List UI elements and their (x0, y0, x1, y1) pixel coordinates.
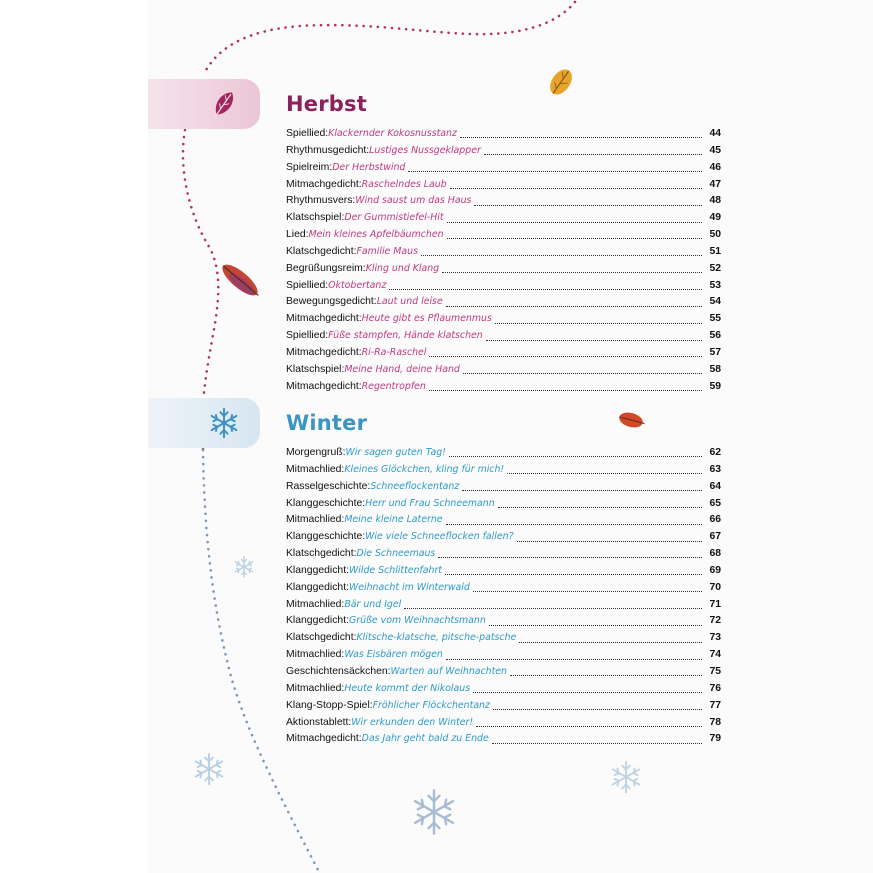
toc-entry-category: Rhythmusgedicht: (286, 144, 370, 156)
toc-entry-category: Mitmachgedicht: (286, 346, 362, 358)
toc-entry-category: Spielreim: (286, 161, 333, 173)
toc-dot-leader (446, 305, 702, 307)
winter-section-tab (148, 398, 260, 448)
toc-entry-page: 76 (709, 682, 721, 694)
toc-entry-category: Klanggedicht: (286, 615, 349, 627)
toc-entry-category: Spiellied: (286, 128, 329, 139)
toc-entry-category: Begrüßungsreim: (286, 262, 366, 274)
toc-dot-leader (447, 221, 702, 223)
toc-entry-title: Oktobertanz (328, 279, 387, 291)
toc-entry-category: Spiellied: (286, 330, 329, 342)
toc-entry-page: 75 (709, 665, 721, 677)
toc-entry[interactable] (286, 445, 721, 462)
toc-entry-page: 54 (709, 296, 721, 308)
toc-dot-leader (429, 355, 702, 357)
toc-entry-title: Laut und leise (376, 296, 443, 308)
toc-entry-page: 44 (709, 128, 721, 139)
toc-dot-leader (517, 540, 702, 542)
toc-entry-category: Mitmachlied: (286, 682, 345, 694)
toc-dot-leader (460, 136, 702, 138)
toc-dot-leader (404, 607, 702, 609)
toc-dot-leader (473, 691, 702, 693)
toc-entry-category: Mitmachlied: (286, 463, 345, 475)
toc-entry-page: 59 (709, 380, 721, 392)
toc-entry[interactable] (286, 715, 721, 732)
toc-entry-category: Mitmachlied: (286, 598, 345, 610)
toc-entry-page: 72 (709, 615, 721, 627)
toc-entry-title: Herr und Frau Schneemann (365, 497, 495, 509)
toc-entry[interactable] (286, 563, 721, 580)
toc-dot-leader (438, 556, 702, 558)
toc-entry-title: Wir erkunden den Winter! (351, 716, 474, 728)
toc-dot-leader (450, 187, 702, 189)
toc-entry-title: Der Herbstwind (332, 161, 406, 173)
toc-entry-title: Bär und Igel (344, 598, 402, 610)
toc-entry-category: Rhythmusvers: (286, 195, 356, 207)
toc-dot-leader (389, 288, 702, 290)
herbst-heading: Herbst (286, 92, 367, 116)
toc-entry[interactable] (286, 462, 721, 479)
toc-entry-category: Geschichtensäckchen: (286, 665, 391, 677)
toc-entry[interactable] (286, 126, 721, 143)
toc-entry-page: 47 (709, 178, 721, 190)
toc-entry-title: Meine kleine Laterne (344, 514, 443, 526)
toc-entry-title: Heute kommt der Nikolaus (344, 682, 471, 694)
toc-entry[interactable] (286, 580, 721, 597)
toc-dot-leader (474, 204, 702, 206)
toc-entry-category: Mitmachgedicht: (286, 178, 362, 190)
toc-dot-leader (473, 590, 702, 592)
toc-entry[interactable] (286, 193, 721, 210)
toc-entry[interactable] (286, 664, 721, 681)
toc-entry[interactable] (286, 160, 721, 177)
toc-entry-page: 55 (709, 313, 721, 325)
toc-entry-title: Wir sagen guten Tag! (345, 447, 446, 458)
toc-entry-title: Füße stampfen, Hände klatschen (328, 330, 483, 342)
toc-entry-category: Klatschspiel: (286, 363, 345, 375)
toc-entry-page: 77 (709, 699, 721, 711)
toc-dot-leader (408, 170, 702, 172)
toc-entry[interactable] (286, 479, 721, 496)
toc-entry-page: 57 (709, 346, 721, 358)
toc-entry[interactable] (286, 546, 721, 563)
toc-entry-page: 48 (709, 195, 721, 207)
toc-entry-title: Der Gummistiefel-Hit (344, 212, 444, 224)
toc-dot-leader (463, 372, 702, 374)
toc-entry-title: Wilde Schlittenfahrt (348, 564, 442, 576)
toc-entry-page: 70 (709, 581, 721, 593)
toc-entry-category: Mitmachgedicht: (286, 313, 362, 325)
toc-dot-leader (489, 624, 702, 626)
toc-entry-page: 62 (709, 447, 721, 458)
winter-toc-list (286, 445, 721, 748)
toc-dot-leader (462, 489, 702, 491)
toc-dot-leader (510, 674, 702, 676)
toc-entry-page: 58 (709, 363, 721, 375)
toc-dot-leader (449, 455, 702, 457)
toc-entry-category: Klanggeschichte: (286, 531, 366, 543)
toc-entry-category: Klang-Stopp-Spiel: (286, 699, 373, 711)
toc-entry[interactable] (286, 613, 721, 630)
toc-entry-title: Ri-Ra-Raschel (361, 346, 427, 358)
toc-entry-title: Was Eisbären mögen (344, 649, 443, 661)
toc-entry-page: 67 (709, 531, 721, 543)
toc-entry-page: 52 (709, 262, 721, 274)
toc-entry-category: Klanggedicht: (286, 564, 349, 576)
toc-dot-leader (442, 271, 702, 273)
toc-dot-leader (446, 658, 702, 660)
toc-dot-leader (421, 254, 702, 256)
toc-entry[interactable] (286, 698, 721, 715)
toc-entry-category: Klatschspiel: (286, 212, 345, 224)
toc-dot-leader (484, 153, 702, 155)
toc-entry-title: Lustiges Nussgeklapper (369, 144, 481, 156)
toc-entry-category: Lied: (286, 229, 309, 241)
toc-entry-title: Klackernder Kokosnusstanz (328, 128, 457, 139)
toc-entry-title: Klitsche-klatsche, pitsche-patsche (356, 632, 517, 644)
toc-entry-title: Familie Maus (356, 245, 418, 257)
toc-entry-title: Wind saust um das Haus (355, 195, 472, 207)
toc-entry-title: Fröhlicher Flöckchentanz (372, 699, 490, 711)
toc-entry-category: Mitmachgedicht: (286, 733, 362, 745)
toc-entry[interactable] (286, 328, 721, 345)
toc-entry-title: Regentropfen (361, 380, 426, 392)
toc-entry[interactable] (286, 597, 721, 614)
toc-entry[interactable] (286, 529, 721, 546)
toc-entry-title: Wie viele Schneeflocken fallen? (365, 531, 514, 543)
toc-entry-category: Mitmachgedicht: (286, 380, 362, 392)
toc-entry[interactable] (286, 311, 721, 328)
toc-entry[interactable] (286, 261, 721, 278)
toc-entry-page: 78 (709, 716, 721, 728)
toc-dot-leader (476, 725, 702, 727)
toc-dot-leader (492, 742, 702, 744)
toc-entry[interactable] (286, 362, 721, 379)
herbst-toc-list (286, 126, 721, 396)
toc-entry-page: 73 (709, 632, 721, 644)
winter-heading: Winter (286, 411, 368, 435)
toc-entry-title: Das Jahr geht bald zu Ende (361, 733, 489, 745)
toc-entry[interactable] (286, 294, 721, 311)
toc-dot-leader (507, 472, 702, 474)
toc-dot-leader (498, 506, 702, 508)
toc-dot-leader (495, 322, 702, 324)
toc-entry-category: Klatschgedicht: (286, 548, 357, 560)
toc-entry-title: Meine Hand, deine Hand (344, 363, 460, 375)
toc-entry[interactable] (286, 731, 721, 748)
toc-entry-category: Mitmachlied: (286, 514, 345, 526)
toc-entry-page: 45 (709, 144, 721, 156)
toc-entry-title: Weihnacht im Winterwald (348, 581, 470, 593)
toc-entry[interactable] (286, 278, 721, 295)
toc-entry-page: 53 (709, 279, 721, 291)
toc-entry-page: 74 (709, 649, 721, 661)
toc-dot-leader (447, 237, 702, 239)
toc-entry-page: 49 (709, 212, 721, 224)
toc-entry[interactable] (286, 512, 721, 529)
toc-entry-page: 50 (709, 229, 721, 241)
toc-entry[interactable] (286, 496, 721, 513)
herbst-section-tab (148, 79, 260, 129)
toc-dot-leader (429, 389, 702, 391)
toc-entry[interactable] (286, 244, 721, 261)
toc-entry-category: Rasselgeschichte: (286, 480, 371, 492)
toc-entry[interactable] (286, 379, 721, 396)
toc-entry-category: Morgengruß: (286, 447, 346, 458)
toc-entry-page: 63 (709, 463, 721, 475)
toc-entry-title: Die Schneemaus (356, 548, 436, 560)
toc-entry[interactable] (286, 647, 721, 664)
toc-entry-title: Mein kleines Apfelbäumchen (308, 229, 444, 241)
toc-entry-page: 56 (709, 330, 721, 342)
toc-entry-page: 64 (709, 480, 721, 492)
toc-entry-page: 46 (709, 161, 721, 173)
toc-entry-title: Raschelndes Laub (361, 178, 447, 190)
toc-entry-title: Warten auf Weihnachten (390, 665, 507, 677)
leaf-icon (208, 88, 240, 120)
toc-entry[interactable] (286, 630, 721, 647)
toc-entry-title: Schneeflockentanz (370, 480, 460, 492)
toc-dot-leader (486, 339, 702, 341)
toc-entry-page: 79 (709, 733, 721, 745)
toc-entry-page: 69 (709, 564, 721, 576)
toc-entry-category: Aktionstablett: (286, 716, 352, 728)
toc-entry-category: Bewegungsgedicht: (286, 296, 377, 308)
toc-entry-category: Klatschgedicht: (286, 632, 357, 644)
toc-entry[interactable] (286, 681, 721, 698)
toc-entry-category: Spiellied: (286, 279, 329, 291)
toc-entry[interactable] (286, 177, 721, 194)
toc-entry-page: 65 (709, 497, 721, 509)
snowflake-icon (208, 407, 240, 439)
toc-entry-page: 66 (709, 514, 721, 526)
toc-entry[interactable] (286, 227, 721, 244)
toc-entry[interactable] (286, 143, 721, 160)
toc-entry-title: Kling und Klang (365, 262, 440, 274)
toc-dot-leader (446, 523, 702, 525)
toc-entry[interactable] (286, 210, 721, 227)
toc-dot-leader (519, 641, 702, 643)
toc-entry-category: Klanggeschichte: (286, 497, 366, 509)
toc-entry-title: Heute gibt es Pflaumenmus (361, 313, 492, 325)
toc-dot-leader (445, 573, 702, 575)
toc-entry[interactable] (286, 345, 721, 362)
toc-entry-title: Grüße vom Weihnachtsmann (348, 615, 486, 627)
toc-entry-page: 51 (709, 245, 721, 257)
toc-entry-category: Mitmachlied: (286, 649, 345, 661)
toc-entry-category: Klanggedicht: (286, 581, 349, 593)
toc-entry-title: Kleines Glöckchen, kling für mich! (344, 463, 505, 475)
toc-entry-category: Klatschgedicht: (286, 245, 357, 257)
toc-dot-leader (493, 708, 702, 710)
toc-entry-page: 71 (709, 598, 721, 610)
toc-entry-page: 68 (709, 548, 721, 560)
